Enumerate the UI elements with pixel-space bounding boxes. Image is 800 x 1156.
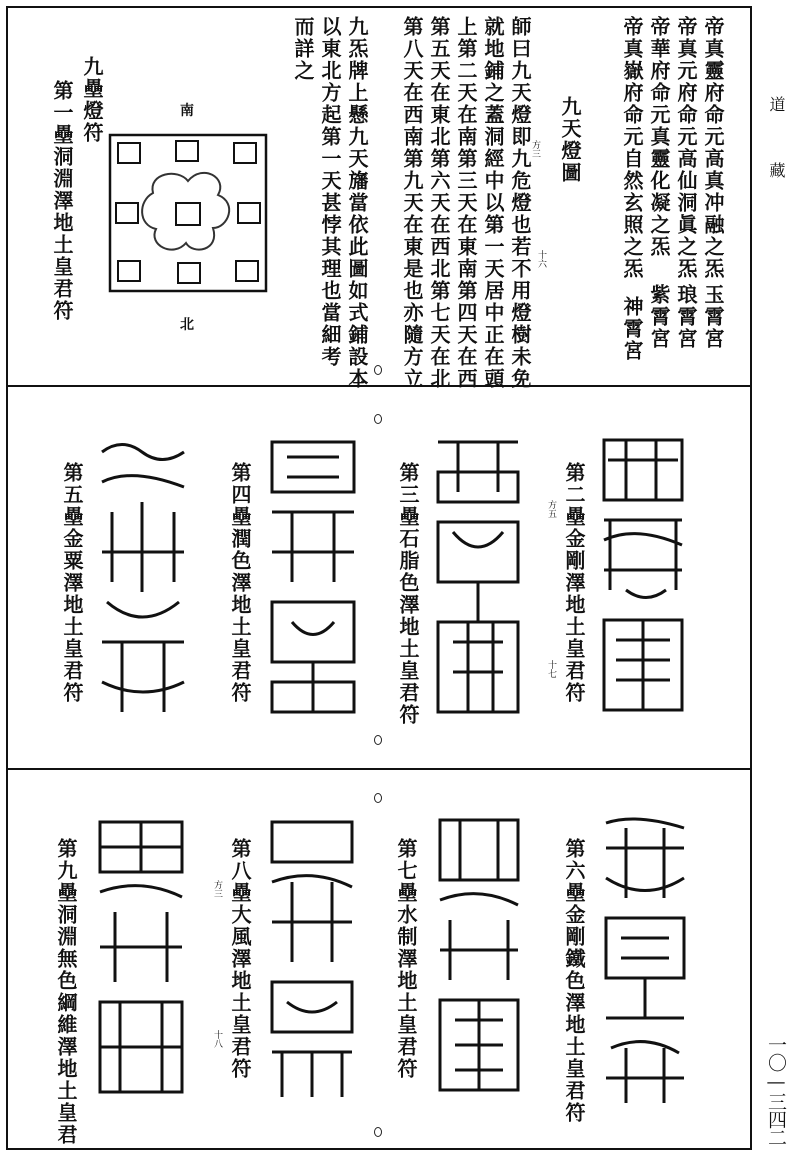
margin-title: 道藏	[767, 96, 786, 228]
talisman-seal-9	[90, 812, 192, 1102]
fu-line-1: 帝真靈府命元高真冲融之炁	[701, 16, 725, 280]
text-col-5: 第八天在西南第九天在東是也亦隨方立	[400, 16, 424, 390]
palace-3: 紫霄宮	[647, 284, 671, 350]
text-col-1: 師曰九天燈即九危燈也若不用燈樹未免	[508, 16, 532, 390]
panel-divider-1	[6, 385, 752, 387]
binding-hole	[374, 793, 382, 803]
diagram-south-label: 南	[180, 103, 194, 119]
binding-hole	[374, 735, 382, 745]
talisman-seal-6	[596, 808, 694, 1108]
fu-label-3: 第三壘石脂色澤地土皇君符	[396, 462, 420, 726]
diagram-north-label: 北	[180, 317, 194, 333]
talisman-seal-2	[596, 430, 690, 720]
fu-label-1: 第一壘洞淵澤地土皇君符	[50, 80, 74, 322]
palace-1: 玉霄宮	[701, 284, 725, 350]
fu-line-4: 帝真嶽府命元自然玄照之炁	[620, 16, 644, 280]
lamp-diagram	[108, 133, 268, 293]
text-col-3: 上第二天在南第三天在東南第四天在西	[454, 16, 478, 390]
palace-2: 琅霄宮	[674, 284, 698, 350]
fu-label-8: 第八壘大風澤地土皇君符	[228, 838, 252, 1080]
section-heading: 九天燈圖	[558, 96, 582, 184]
margin-page-number: 一〇—三四二	[765, 1035, 787, 1146]
talisman-seal-3	[428, 432, 528, 722]
text-col-4: 第五天在東北第六天在西北第七天在北	[427, 16, 451, 390]
palace-4: 神霄宮	[620, 296, 644, 362]
note-6: 十八	[212, 1030, 222, 1048]
note-1: 十六	[536, 250, 546, 268]
note-3: 方五	[546, 500, 556, 518]
note-4: 十七	[546, 660, 556, 678]
fu-line-3: 帝華府命元真靈化凝之炁	[647, 16, 671, 258]
fu-label-7: 第七壘水制澤地土皇君符	[394, 838, 418, 1080]
fu-label-5: 第五壘金粟澤地土皇君符	[60, 462, 84, 704]
fu-title: 九壘燈符	[80, 56, 104, 144]
note-5: 方三	[212, 880, 222, 898]
talisman-seal-4	[262, 432, 364, 722]
talisman-seal-8	[262, 812, 362, 1102]
text-col-2: 就地鋪之蓋洞經中以第一天居中正在頭	[481, 16, 505, 390]
fu-label-4: 第四壘潤色澤地土皇君符	[228, 462, 252, 704]
fu-label-9: 第九壘洞淵無色綱維澤地土皇君	[54, 838, 78, 1146]
talisman-seal-7	[430, 810, 528, 1100]
fu-label-6: 第六壘金剛鐵色澤地土皇君符	[562, 838, 586, 1124]
note-2: 方三	[530, 140, 540, 158]
panel-divider-2	[6, 768, 752, 770]
text-col-8: 而詳之	[291, 16, 315, 82]
fu-label-2: 第二壘金剛澤地土皇君符	[562, 462, 586, 704]
binding-hole	[374, 414, 382, 424]
text-col-7: 以東北方起第一天甚悖其理也當細考	[318, 16, 342, 368]
binding-hole	[374, 1127, 382, 1137]
fu-line-2: 帝真元府命元高仙洞眞之炁	[674, 16, 698, 280]
binding-hole	[374, 365, 382, 375]
text-col-6: 九炁牌上懸九天旛當依此圖如式鋪設本	[345, 16, 369, 390]
talisman-seal-5	[92, 432, 194, 722]
